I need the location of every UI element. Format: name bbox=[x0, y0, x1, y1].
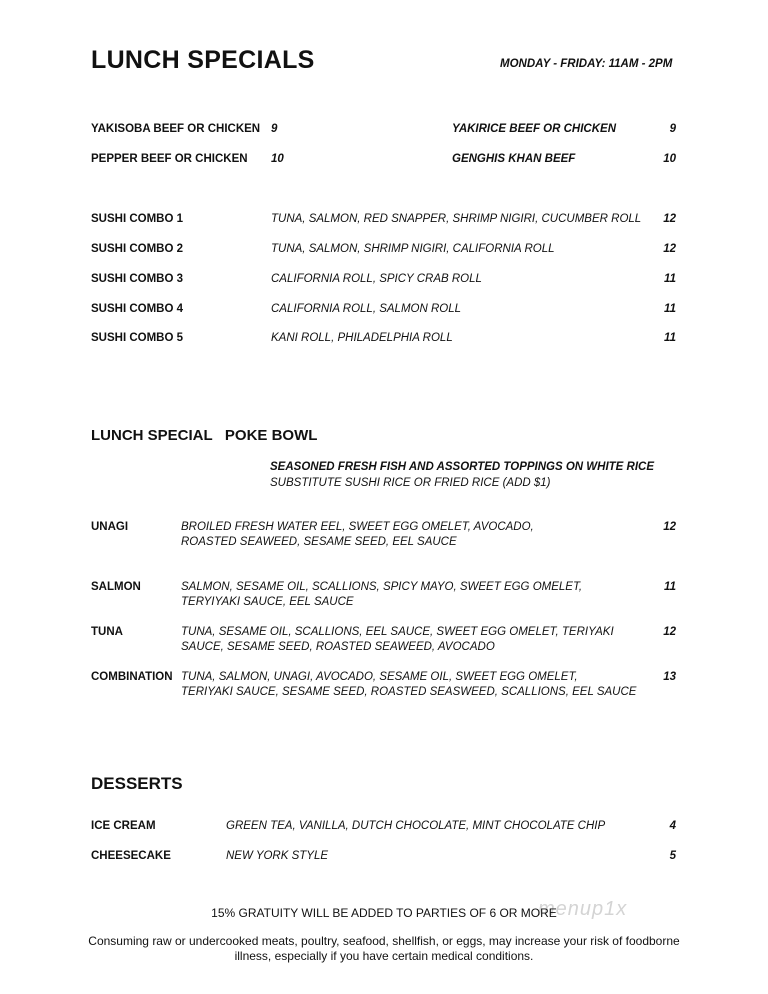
hours-text: MONDAY - FRIDAY: 11AM - 2PM bbox=[500, 58, 673, 70]
poke-item-price: 11 bbox=[664, 581, 676, 593]
poke-heading: LUNCH SPECIAL POKE BOWL bbox=[91, 427, 318, 444]
sushi-combo-desc: KANI ROLL, PHILADELPHIA ROLL bbox=[271, 332, 453, 344]
sushi-combo-price: 12 bbox=[663, 213, 676, 225]
poke-item-name: SALMON bbox=[91, 581, 141, 593]
sushi-combo-name: SUSHI COMBO 1 bbox=[91, 213, 184, 225]
poke-item-desc: TERYIYAKI SAUCE, EEL SAUCE bbox=[181, 596, 354, 608]
entree-name: GENGHIS KHAN BEEF bbox=[452, 153, 576, 165]
sushi-combo-name: SUSHI COMBO 2 bbox=[91, 243, 184, 255]
sushi-combo-name: SUSHI COMBO 4 bbox=[91, 303, 184, 315]
dessert-desc: NEW YORK STYLE bbox=[226, 850, 329, 862]
poke-item-desc: SAUCE, SESAME SEED, ROASTED SEAWEED, AVOCADO bbox=[181, 641, 495, 653]
poke-item-price: 12 bbox=[663, 626, 676, 638]
health-warning-line-2: illness, especially if you have certain medical conditions. bbox=[234, 949, 534, 963]
entree-name: YAKISOBA BEEF OR CHICKEN bbox=[91, 123, 261, 135]
dessert-name: CHEESECAKE bbox=[91, 850, 171, 862]
poke-item-desc: BROILED FRESH WATER EEL, SWEET EGG OMELET, AVOCADO, bbox=[181, 521, 534, 533]
sushi-combo-desc: TUNA, SALMON, SHRIMP NIGIRI, CALIFORNIA ROLL bbox=[271, 243, 555, 255]
sushi-combo-desc: CALIFORNIA ROLL, SPICY CRAB ROLL bbox=[271, 273, 482, 285]
entree-price: 9 bbox=[669, 123, 676, 135]
poke-item-desc: TUNA, SALMON, UNAGI, AVOCADO, SESAME OIL, SWEET EGG OMELET, bbox=[181, 671, 578, 683]
desserts-heading: DESSERTS bbox=[91, 774, 183, 793]
page-title: LUNCH SPECIALS bbox=[91, 46, 315, 74]
entree-name: PEPPER BEEF OR CHICKEN bbox=[91, 153, 248, 165]
entree-price: 10 bbox=[271, 153, 284, 165]
sushi-combo-desc: CALIFORNIA ROLL, SALMON ROLL bbox=[271, 303, 462, 315]
poke-item-name: COMBINATION bbox=[91, 671, 173, 683]
health-warning-line-1: Consuming raw or undercooked meats, poultry, seafood, shellfish, or eggs, may increase your risk of foodborne bbox=[88, 934, 680, 948]
dessert-desc: GREEN TEA, VANILLA, DUTCH CHOCOLATE, MINT CHOCOLATE CHIP bbox=[226, 820, 606, 832]
poke-substitute-note: SUBSTITUTE SUSHI RICE OR FRIED RICE (ADD $1) bbox=[270, 477, 551, 489]
gratuity-note: 15% GRATUITY WILL BE ADDED TO PARTIES OF 6 OR MORE bbox=[211, 906, 557, 920]
menupix-watermark: menup1x bbox=[538, 898, 628, 920]
entree-price: 9 bbox=[271, 123, 278, 135]
dessert-price: 5 bbox=[669, 850, 676, 862]
sushi-combo-name: SUSHI COMBO 5 bbox=[91, 332, 184, 344]
entree-name: YAKIRICE BEEF OR CHICKEN bbox=[452, 123, 616, 135]
entree-price: 10 bbox=[663, 153, 676, 165]
poke-item-price: 12 bbox=[663, 521, 676, 533]
sushi-combo-name: SUSHI COMBO 3 bbox=[91, 273, 184, 285]
dessert-name: ICE CREAM bbox=[91, 820, 156, 832]
poke-item-price: 13 bbox=[663, 671, 676, 683]
sushi-combo-price: 12 bbox=[663, 243, 676, 255]
poke-item-desc: ROASTED SEAWEED, SESAME SEED, EEL SAUCE bbox=[181, 536, 457, 548]
sushi-combo-price: 11 bbox=[664, 332, 676, 344]
poke-item-name: UNAGI bbox=[91, 521, 129, 533]
poke-item-desc: TERIYAKI SAUCE, SESAME SEED, ROASTED SEASWEED, SCALLIONS, EEL SAUCE bbox=[181, 686, 637, 698]
poke-item-desc: SALMON, SESAME OIL, SCALLIONS, SPICY MAYO, SWEET EGG OMELET, bbox=[181, 581, 583, 593]
sushi-combo-price: 11 bbox=[664, 273, 676, 285]
poke-item-desc: TUNA, SESAME OIL, SCALLIONS, EEL SAUCE, SWEET EGG OMELET, TERIYAKI bbox=[181, 626, 614, 638]
poke-subtitle: SEASONED FRESH FISH AND ASSORTED TOPPINGS ON WHITE RICE bbox=[270, 461, 655, 473]
sushi-combo-desc: TUNA, SALMON, RED SNAPPER, SHRIMP NIGIRI, CUCUMBER ROLL bbox=[271, 213, 642, 225]
poke-item-name: TUNA bbox=[91, 626, 123, 638]
dessert-price: 4 bbox=[669, 820, 676, 832]
sushi-combo-price: 11 bbox=[664, 303, 676, 315]
